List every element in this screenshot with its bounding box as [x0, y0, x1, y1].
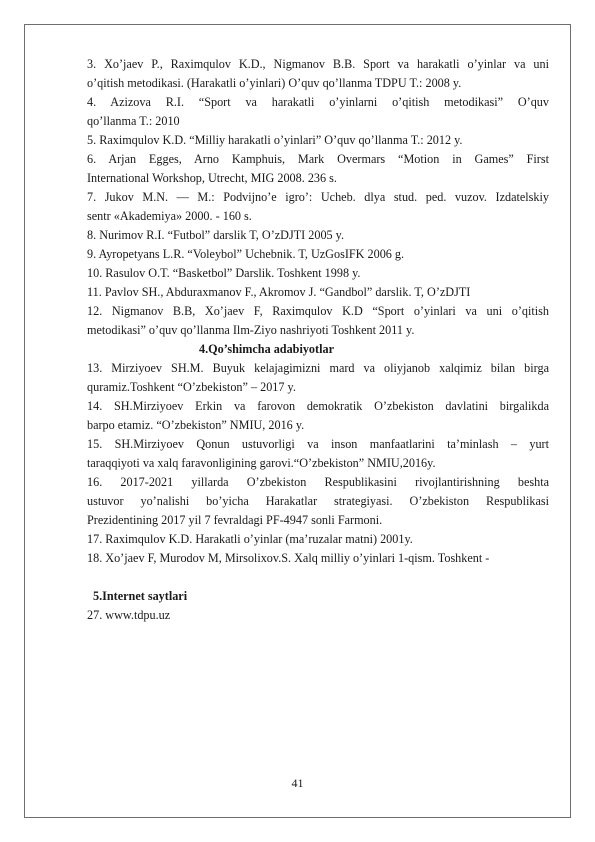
ref-16-line-3: Prezidentining 2017 yil 7 fevraldagi PF-4947 sonli Farmoni. [87, 513, 383, 527]
spacer [87, 568, 549, 587]
ref-18: 18. Xo’jaev F, Murodov M, Mirsolixov.S. Xalq milliy o’yinlari 1-qism. Toshkent - [87, 551, 490, 565]
ref-8: 8. Nurimov R.I. “Futbol” darslik T, O’zDJTI 2005 y. [87, 228, 345, 242]
ref-27: 27. www.tdpu.uz [87, 608, 171, 622]
ref-12-line-1: 12. Nigmanov B.B, Xo’jaev F, Raximqulov K.D “Sport o’yinlari va uni o’qitish [87, 304, 549, 318]
ref-11: 11. Pavlov SH., Abduraxmanov F., Akromov J. “Gandbol” darslik. T, O’zDJTI [87, 285, 471, 299]
ref-12-line-2: metodikasi” o’quv qo’llanma Ilm-Ziyo nashriyoti Toshkent 2011 y. [87, 323, 415, 337]
ref-6-line-1: 6. Arjan Egges, Arno Kamphuis, Mark Overmars “Motion in Games” First [87, 152, 549, 166]
ref-15-line-2: taraqqiyoti va xalq faravonligining garovi.“O’zbekiston” NMIU,2016y. [87, 456, 436, 470]
ref-7-line-2: sentr «Akademiya» 2000. - 160 s. [87, 209, 252, 223]
ref-17: 17. Raximqulov K.D. Harakatli o’yinlar (ma’ruzalar matni) 2001y. [87, 532, 413, 546]
ref-14-line-2: barpo etamiz. “O’zbekiston” NMIU, 2016 y. [87, 418, 305, 432]
section-heading-additional: 4.Qo’shimcha adabiyotlar [199, 342, 334, 356]
ref-14-line-1: 14. SH.Mirziyoev Erkin va farovon demokratik O’zbekiston davlatini birgalikda [87, 399, 549, 413]
ref-13-line-1: 13. Mirziyoev SH.M. Buyuk kelajagimizni mard va oliyjanob xalqimiz bilan birga [87, 361, 549, 375]
references-body [87, 55, 549, 625]
ref-7-line-1: 7. Jukov M.N. — M.: Podvijno’e igro’: Ucheb. dlya stud. ped. vuzov. Izdatelskiy [87, 190, 549, 204]
ref-13-line-2: quramiz.Toshkent “O’zbekiston” – 2017 y. [87, 380, 296, 394]
ref-10: 10. Rasulov O.T. “Basketbol” Darslik. Toshkent 1998 y. [87, 266, 361, 280]
section-heading-internet: 5.Internet saytlari [93, 589, 188, 603]
ref-3-line-1: 3. Xo’jaev P., Raximqulov K.D., Nigmanov B.B. Sport va harakatli o’yinlar va uni [87, 57, 549, 71]
ref-4-line-1: 4. Azizova R.I. “Sport va harakatli o’yinlarni o’qitish metodikasi” O’quv [87, 95, 549, 109]
ref-3-line-2: o’qitish metodikasi. (Harakatli o’yinlari) O’quv qo’llanma TDPU T.: 2008 y. [87, 76, 462, 90]
ref-16-line-1: 16. 2017-2021 yillarda O’zbekiston Respublikasini rivojlantirishning beshta [87, 475, 549, 489]
ref-5: 5. Raximqulov K.D. “Milliy harakatli o’yinlari” O’quv qo’llanma T.: 2012 y. [87, 133, 463, 147]
ref-9: 9. Ayropetyans L.R. “Voleybol” Uchebnik. T, UzGosIFK 2006 g. [87, 247, 405, 261]
ref-15-line-1: 15. SH.Mirziyoev Qonun ustuvorligi va inson manfaatlarini ta’minlash – yurt [87, 437, 549, 451]
ref-4-line-2: qo’llanma T.: 2010 [87, 114, 180, 128]
page-number: 41 [291, 776, 304, 790]
ref-6-line-2: International Workshop, Utrecht, MIG 2008. 236 s. [87, 171, 337, 185]
ref-16-line-2: ustuvor yo’nalishi bo’yicha Harakatlar strategiyasi. O’zbekiston Respublikasi [87, 494, 549, 508]
